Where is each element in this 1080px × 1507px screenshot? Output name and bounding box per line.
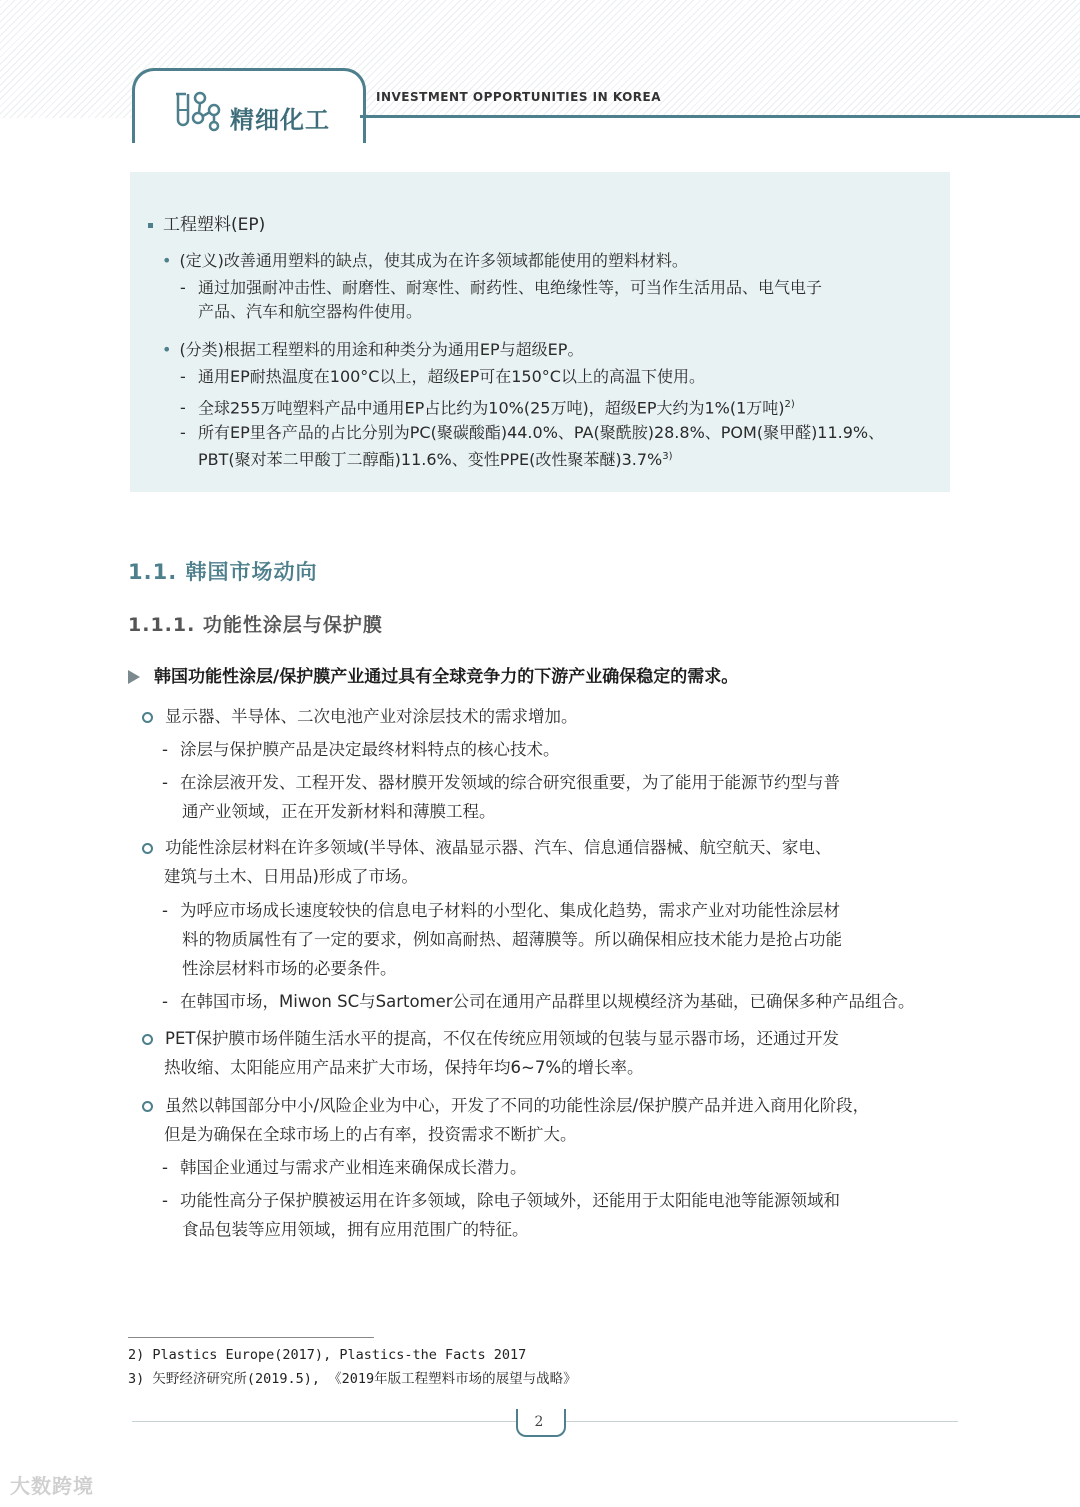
box-item: • (定义)改善通用塑料的缺点，使其成为在许多领域都能使用的塑料材料。: [162, 251, 688, 270]
bullet-item: 虽然以韩国部分中小/风险企业为中心，开发了不同的功能性涂层/保护膜产品并进入商用化阶段， 但是为确保在全球市场上的占有率，投资需求不断扩大。: [142, 1091, 962, 1149]
footnote: 3) 矢野经济研究所(2019.5), 《2019年版工程塑料市场的展望与战略》: [128, 1371, 577, 1387]
box-subitem-cont: PBT(聚对苯二甲酸丁二醇酯)11.6%、变性PPE(改性聚苯醚)3.7%$^{3)}$: [198, 450, 673, 470]
flask-molecule-icon: [170, 88, 226, 136]
header-rule: [360, 115, 1080, 118]
sub-item: - 韩国企业通过与需求产业相连来确保成长潜力。: [162, 1158, 527, 1177]
ring-bullet-icon: [142, 1034, 153, 1045]
sub-item: - 涂层与保护膜产品是决定最终材料特点的核心技术。: [162, 740, 560, 759]
bullet-item: 功能性涂层材料在许多领域(半导体、液晶显示器、汽车、信息通信器械、航空航天、家电、 建筑与土木、日用品)形成了市场。: [142, 833, 962, 891]
arrow-icon: [128, 670, 140, 684]
footnote: 2) Plastics Europe(2017), Plastics-the Facts 2017: [128, 1347, 527, 1363]
box-subitem: - 通用EP耐热温度在100°C以上，超级EP可在150°C以上的高温下使用。: [180, 367, 705, 386]
page-number: 2: [534, 1414, 544, 1430]
sub-item: - 在韩国市场，Miwon SC与Sartomer公司在通用产品群里以规模经济为基础，已确保多种产品组合。: [162, 992, 915, 1011]
sub-item: - 在涂层液开发、工程开发、器材膜开发领域的综合研究很重要，为了能用于能源节约型与普 通产业领域，正在开发新材料和薄膜工程。: [162, 773, 840, 821]
box-subitem-cont: 产品、汽车和航空器构件使用。: [198, 302, 423, 321]
ring-bullet-icon: [142, 1101, 153, 1112]
ring-bullet-icon: [142, 712, 153, 723]
sub-item: - 功能性高分子保护膜被运用在许多领域，除电子领域外，还能用于太阳能电池等能源领域和 食品包装等应用领域，拥有应用范围广的特征。: [162, 1191, 840, 1239]
box-item: • (分类)根据工程塑料的用途和种类分为通用EP与超级EP。: [162, 340, 584, 359]
bullet-item: PET保护膜市场伴随生活水平的提高，不仅在传统应用领域的包装与显示器市场，还通过开发 热收缩、太阳能应用产品来扩大市场，保持年均6~7%的增长率。: [142, 1024, 962, 1082]
box-subitem: - 通过加强耐冲击性、耐磨性、耐寒性、耐药性、电绝缘性等，可当作生活用品、电气电子: [180, 278, 823, 297]
box-subitem: - 所有EP里各产品的占比分别为PC(聚碳酸酯)44.0%、PA(聚酰胺)28.8%、POM(聚甲醛)11.9%、: [180, 423, 885, 442]
footnote-rule: [128, 1337, 374, 1338]
box-title: 工程塑料(EP): [148, 210, 265, 235]
heading-1: 1.1. 韩国市场动向: [128, 560, 318, 584]
box-subitem: - 全球255万吨塑料产品中通用EP占比约为10%(25万吨)，超级EP大约为1%(1万吨)$^{2)}$: [180, 398, 795, 418]
watermark: 大数跨境: [10, 1474, 94, 1498]
heading-2: 1.1.1. 功能性涂层与保护膜: [128, 614, 383, 636]
lead-statement: 韩国功能性涂层/保护膜产业通过具有全球竞争力的下游产业确保稳定的需求。: [128, 662, 738, 687]
ring-bullet-icon: [142, 843, 153, 854]
section-title: 精细化工: [230, 106, 330, 134]
sub-item: - 为呼应市场成长速度较快的信息电子材料的小型化、集成化趋势，需求产业对功能性涂层材 料的物质属性有了一定的要求，例如高耐热、超薄膜等。所以确保相应技术能力是抢占功能 性涂层材料市场的必要条件。: [162, 901, 842, 978]
bullet-item: 显示器、半导体、二次电池产业对涂层技术的需求增加。: [142, 702, 962, 731]
header-caption: INVESTMENT OPPORTUNITIES IN KOREA: [376, 90, 662, 104]
